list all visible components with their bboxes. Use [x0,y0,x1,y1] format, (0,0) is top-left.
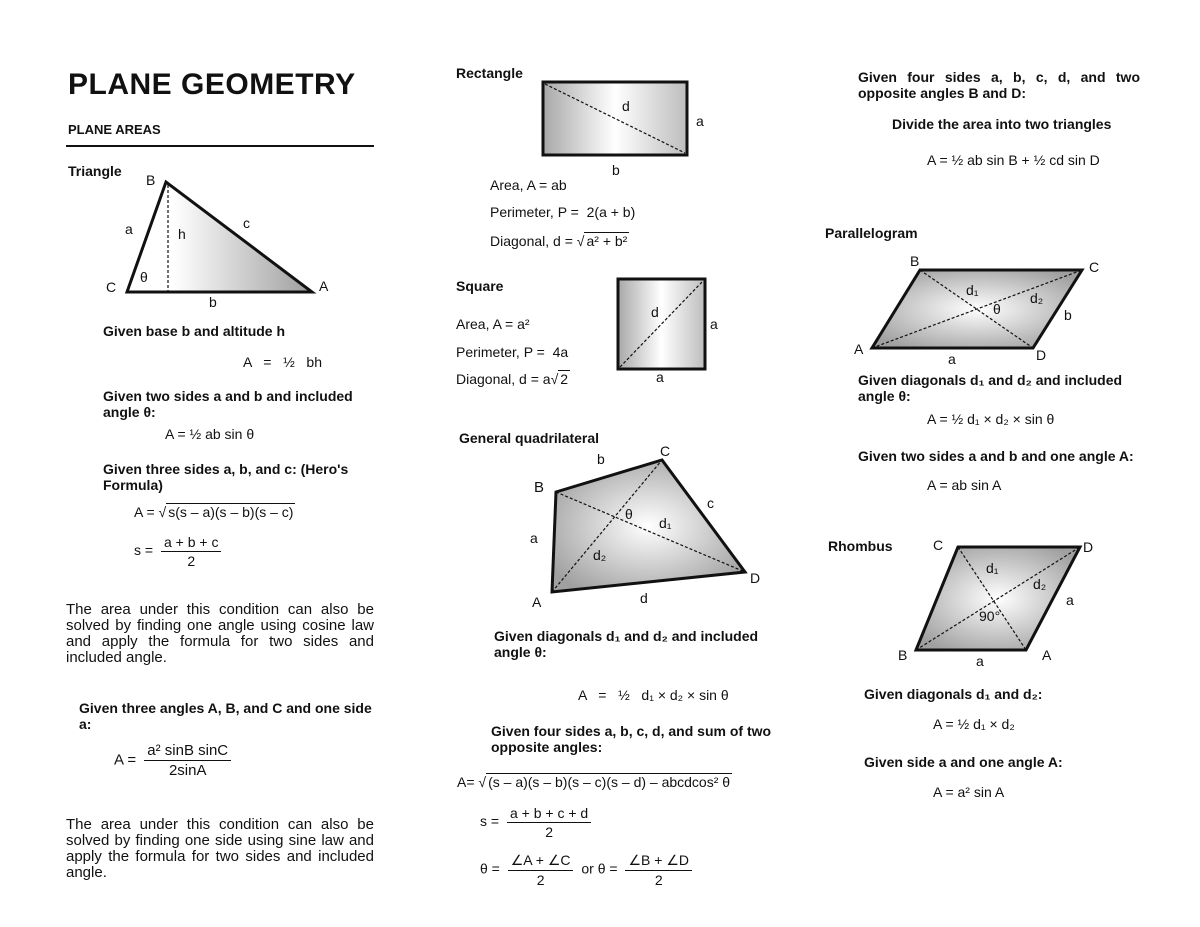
para-label-A: A [854,341,864,357]
quad-label-b: b [597,451,605,467]
rectangle-heading: Rectangle [456,65,523,81]
given-side-angle-rhombus: Given side a and one angle A: [864,754,1063,770]
sq-label-a-side: a [710,316,718,332]
sq-label-d: d [651,304,659,320]
s-fraction [161,534,221,569]
square-heading: Square [456,278,504,294]
tri-label-theta: θ [140,269,148,285]
rect-label-b: b [612,162,620,178]
s-numerator: a + b + c + d [507,805,591,823]
para-label-d1: d₁ [966,282,979,298]
quad-label-a: a [530,530,538,546]
rhombus-heading: Rhombus [828,538,893,554]
given-diagonals-quad: Given diagonals d₁ and d₂ and included angle θ: [494,628,759,660]
rh-label-a-side: a [1066,592,1074,608]
four-lhs: A= [457,774,475,790]
rect-diagonal-formula [490,233,629,249]
radical-sign: √ [478,774,487,790]
tri-label-B: B [146,172,156,188]
divide-instruction: Divide the area into two triangles [892,116,1112,132]
given-four-sides-two-angles: Given four sides a, b, c, d, and two opposite angles B and D: [858,69,1140,101]
formula-divide: A = ½ ab sin B + ½ cd sin D [927,152,1100,168]
formula-diagonals-rhombus: A = ½ d₁ × d₂ [933,716,1015,732]
rh-label-C: C [933,537,944,553]
rh-label-d1: d₁ [986,560,999,576]
quad-label-c: c [707,495,714,511]
formula-semi-perimeter-quad [480,805,595,840]
sq-diag-radicand: 2 [560,371,569,387]
s-lhs: s = [480,813,500,830]
quad-label-D: D [750,570,761,586]
rh-label-A: A [1042,647,1052,663]
formula-semi-perimeter [134,534,225,569]
angles-denominator: 2sinA [168,762,207,779]
para-label-D: D [1036,347,1047,363]
angles-fraction [144,742,231,779]
para-label-a: a [948,351,956,367]
tri-label-C: C [106,279,117,295]
quad-label-d: d [640,590,648,606]
section-subtitle: PLANE AREAS [68,122,161,137]
quad-label-d1: d₁ [659,515,672,531]
given-four-sides: Given four sides a, b, c, d, and sum of two opposite angles: [491,723,772,755]
tri-label-c: c [243,215,250,231]
tri-label-h: h [178,226,186,242]
sq-diag-lhs: Diagonal, d = a [456,371,551,387]
hero-lhs: A = [134,504,155,520]
formula-diagonals-para: A = ½ d₁ × d₂ × sin θ [927,411,1055,427]
radical-sign: √ [576,233,585,249]
rh-label-D: D [1083,539,1094,555]
sq-area: Area, A = a² [456,316,530,332]
parallelogram-heading: Parallelogram [825,225,918,241]
para-label-C: C [1089,259,1100,275]
formula-base-altitude: A = ½ bh [243,354,322,370]
rhombus-diagram [890,530,1110,670]
quad-label-A: A [532,594,542,610]
para-label-theta: θ [993,301,1001,317]
heading-rule [66,145,374,147]
sq-perimeter: Perimeter, P = 4a [456,344,569,360]
rectangle-diagram [530,75,720,180]
rh-label-a-bottom: a [976,653,984,669]
theta-fraction-2 [625,852,692,888]
theta-or: or θ = [581,860,618,877]
rect-diag-lhs: Diagonal, d = [490,233,573,249]
quad-label-C: C [660,443,671,459]
rect-area: Area, A = ab [490,177,567,193]
formula-side-angle-rhombus: A = a² sin A [933,784,1005,800]
given-three-sides: Given three sides a, b, and c: (Hero's Formula) [103,461,349,493]
triangle-diagram [100,165,340,310]
angles-lhs: A = [114,751,137,769]
rh-label-angle: 90° [979,608,1001,624]
angles-numerator: a² sinB sinC [144,742,231,761]
theta-lhs: θ = [480,860,500,877]
tri-label-b: b [209,294,217,310]
tri-label-A: A [319,278,329,294]
s-numerator: a + b + c [161,534,221,552]
formula-two-sides: A = ½ ab sin θ [165,426,255,442]
s-lhs: s = [134,542,154,559]
quad-label-theta: θ [625,506,633,522]
given-two-sides: Given two sides a and b and included angle θ: [103,388,353,420]
formula-three-angles [114,742,235,779]
para-label-b: b [1064,307,1072,323]
given-two-sides-para: Given two sides a and b and one angle A: [858,448,1134,464]
theta-denominator-2: 2 [654,872,663,888]
parallelogram-diagram [850,250,1120,370]
triangle-heading: Triangle [68,163,122,179]
given-diagonals-para: Given diagonals d₁ and d₂ and included angle θ: [858,372,1123,404]
s-denominator: 2 [187,553,196,569]
quadrilateral-heading: General quadrilateral [459,430,600,446]
s-denominator: 2 [545,824,553,840]
quadrilateral-diagram [520,440,770,615]
tri-label-a: a [125,221,133,237]
rect-label-a: a [696,113,704,129]
para-label-B: B [910,253,920,269]
s-fraction [507,805,591,840]
formula-four-sides [457,774,732,790]
rect-diag-radicand: a² + b² [586,233,628,249]
para-label-d2: d₂ [1030,290,1044,306]
radical-sign: √ [550,371,559,387]
formula-two-sides-para: A = ab sin A [927,477,1002,493]
formula-hero [134,504,295,520]
quad-label-d2: d₂ [593,547,607,563]
radical-sign: √ [158,504,167,520]
given-three-angles: Given three angles A, B, and C and one side a: [79,700,372,732]
sq-diagonal-formula [456,371,570,387]
rect-label-d: d [622,98,630,114]
paragraph-cosine-law: The area under this condition can also be solved by finding one angle using cosine law and apply the formula for two sides and included angle. [66,601,374,666]
rh-label-B: B [898,647,908,663]
page-title: PLANE GEOMETRY [68,68,356,101]
theta-numerator-1: ∠A + ∠C [508,852,574,871]
given-base-altitude: Given base b and altitude h [103,323,286,339]
theta-denominator-1: 2 [536,872,545,888]
triangle-shape [127,182,312,292]
rectangle-shape [543,82,687,155]
rect-perimeter: Perimeter, P = 2(a + b) [490,204,636,220]
paragraph-sine-law: The area under this condition can also be solved by finding one side using sine law and apply the formula for two sides and included angle. [66,816,374,881]
square-diagram [608,272,728,384]
sq-label-a-bottom: a [656,369,664,384]
formula-diagonals-quad: A = ½ d₁ × d₂ × sin θ [578,687,729,703]
given-diagonals-rhombus: Given diagonals d₁ and d₂: [864,686,1043,702]
quad-label-B: B [534,479,545,496]
quadrilateral-shape [552,460,745,592]
theta-fraction-1 [508,852,574,888]
rh-label-d2: d₂ [1033,576,1047,592]
four-radicand: (s – a)(s – b)(s – c)(s – d) – abcdcos² θ [488,774,731,790]
hero-radicand: s(s – a)(s – b)(s – c) [168,504,294,520]
formula-theta [480,852,696,888]
theta-numerator-2: ∠B + ∠D [625,852,692,871]
